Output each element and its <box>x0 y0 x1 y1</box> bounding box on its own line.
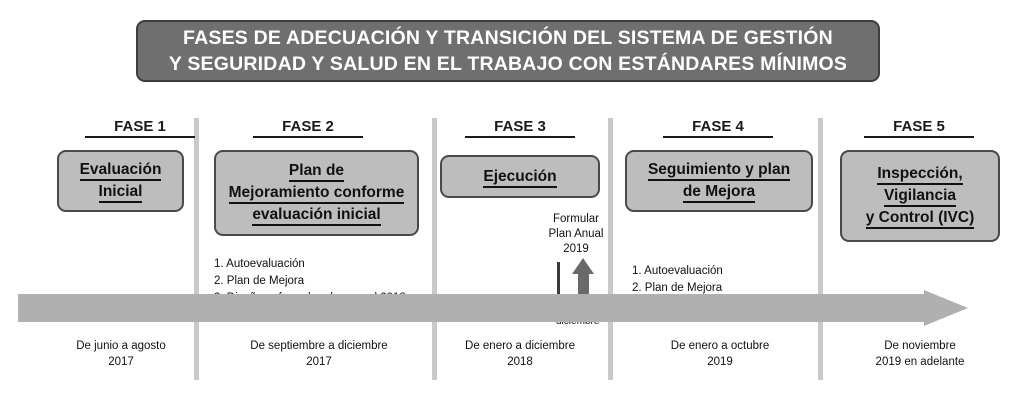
phase-date-1-line-2: 2017 <box>108 356 134 368</box>
phase-heading-1: FASE 1 <box>85 118 195 138</box>
phase-date-3-line-2: 2018 <box>507 356 533 368</box>
phase-date-5 <box>840 338 1000 370</box>
plan-anual-annotation-line-2: Plan Anual <box>548 228 604 240</box>
diagram-title-line-1: FASES DE ADECUACIÓN Y TRANSICIÓN DEL SISTEMA DE GESTIÓN <box>183 27 833 49</box>
phase-date-5-line-2: 2019 en adelante <box>875 356 965 368</box>
phase-date-3 <box>440 338 600 370</box>
phase-separator-2 <box>432 118 437 380</box>
phase-heading-3: FASE 3 <box>465 118 575 138</box>
timeline-arrow <box>18 290 968 326</box>
timeline-arrow-head-icon <box>924 290 968 326</box>
plan-anual-annotation <box>530 212 622 257</box>
phase-date-3-line-1: De enero a diciembre <box>465 340 575 352</box>
phase-box-3-line-1: Ejecución <box>483 167 556 188</box>
phase-date-2-line-2: 2017 <box>306 356 332 368</box>
phase-date-1-line-1: De junio a agosto <box>76 340 166 352</box>
diagram-title-banner <box>136 20 880 82</box>
phase-date-2 <box>224 338 414 370</box>
phase-box-5-line-2: Vigilancia <box>884 186 956 207</box>
phase-box-5 <box>840 150 1000 242</box>
phase-box-4-line-2: de Mejora <box>683 182 755 203</box>
phase-date-5-line-1: De noviembre <box>884 340 956 352</box>
phase-box-2-line-1: Plan de <box>289 161 344 182</box>
phase-box-1-line-2: Inicial <box>99 182 143 203</box>
phase-details-4-item-1: 1. Autoevaluación <box>632 265 723 277</box>
phase-date-2-line-1: De septiembre a diciembre <box>250 340 388 352</box>
timeline-arrow-shaft <box>18 294 930 322</box>
phase-box-1-line-1: Evaluación <box>80 160 162 181</box>
phase-box-2-line-3: evaluación inicial <box>252 205 380 226</box>
phase-box-2-line-2: Mejoramiento conforme <box>229 183 405 204</box>
phase-separator-4 <box>818 118 823 380</box>
plan-anual-annotation-line-3: 2019 <box>563 243 589 255</box>
phase-box-4-line-1: Seguimiento y plan <box>648 160 790 181</box>
phase-box-4 <box>625 150 813 212</box>
phase-date-4-line-2: 2019 <box>707 356 733 368</box>
phase-date-1 <box>41 338 201 370</box>
phase-heading-4: FASE 4 <box>663 118 773 138</box>
phase-details-2-item-2: 2. Plan de Mejora <box>214 275 305 287</box>
phase-date-4-line-1: De enero a octubre <box>670 340 770 352</box>
diagram-title-line-2: Y SEGURIDAD Y SALUD EN EL TRABAJO CON ESTÁNDARES MÍNIMOS <box>168 53 848 75</box>
phase-box-5-line-1: Inspección, <box>877 164 962 185</box>
up-arrow-head-icon <box>572 258 594 274</box>
phase-heading-5: FASE 5 <box>864 118 974 138</box>
phase-box-5-line-3: y Control (IVC) <box>866 208 975 229</box>
phase-box-1 <box>57 150 184 212</box>
phase-date-4 <box>640 338 800 370</box>
phase-heading-2: FASE 2 <box>253 118 363 138</box>
phase-box-2 <box>214 150 419 236</box>
phase-details-2-item-1: 1. Autoevaluación <box>214 258 305 270</box>
phase-details-4-item-2: 2. Plan de Mejora <box>632 282 723 294</box>
phase-box-3 <box>440 155 600 198</box>
plan-anual-annotation-line-1: Formular <box>552 213 599 225</box>
